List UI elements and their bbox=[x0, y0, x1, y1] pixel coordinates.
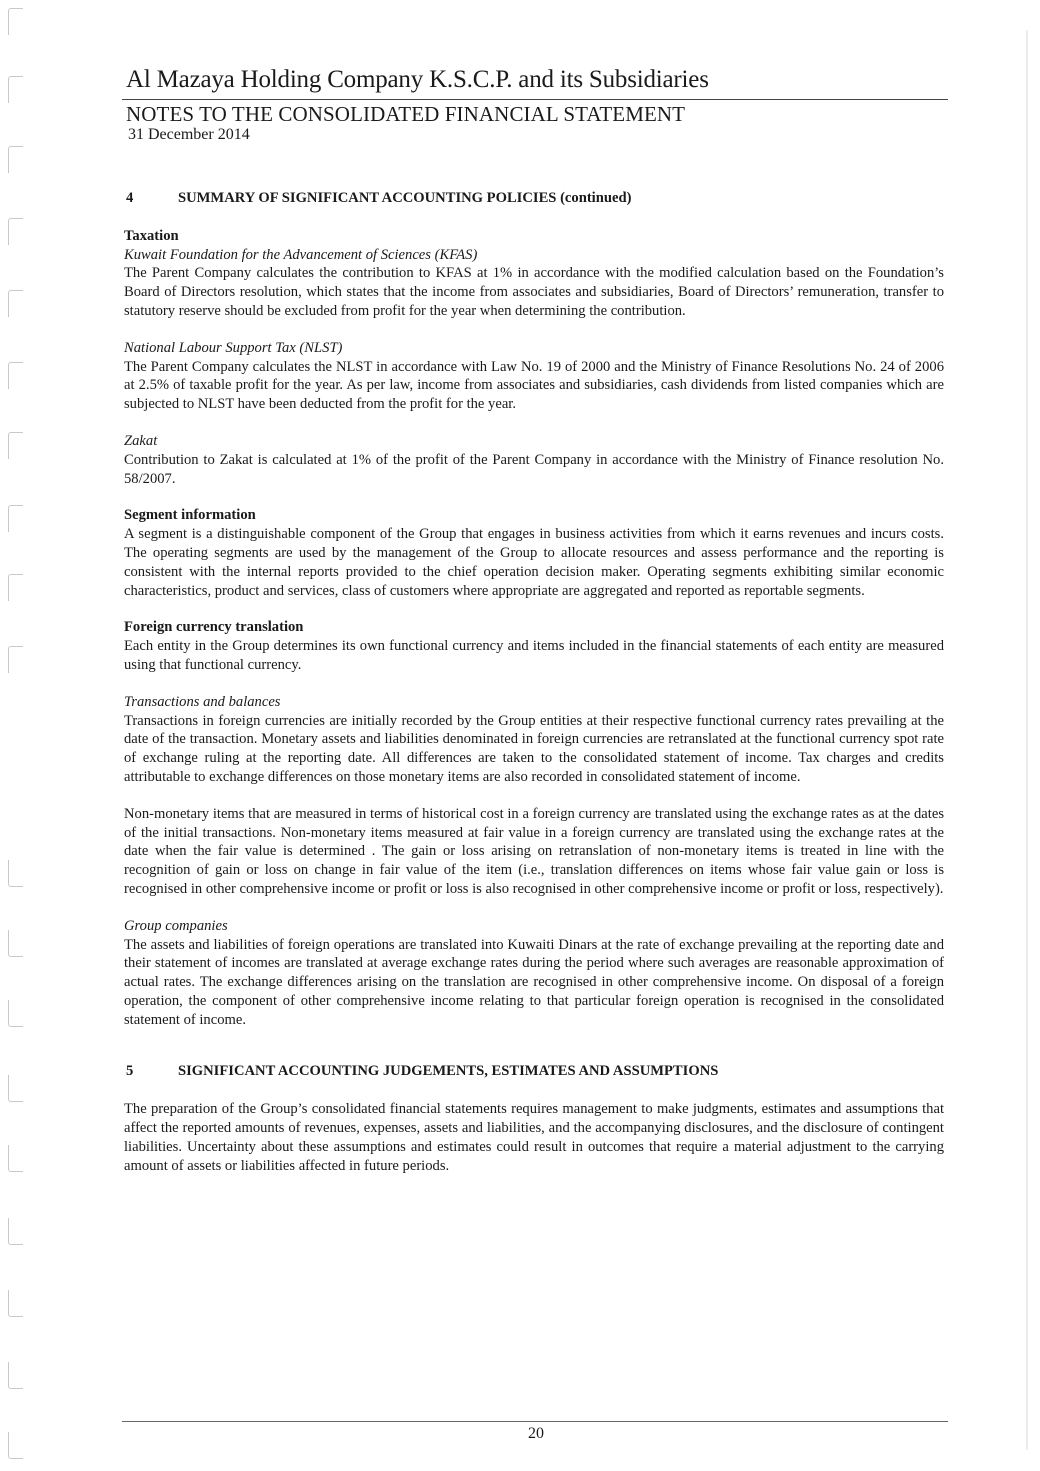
section-number: 4 bbox=[126, 190, 134, 206]
binder-mark bbox=[8, 1362, 23, 1389]
fx-heading: Foreign currency translation bbox=[124, 619, 304, 636]
nlst-paragraph: The Parent Company calculates the NLST in accordance with Law No. 19 of 2000 and the Ministry of Finance Resolutions No. 24 of 2006 at 2.5% of taxable profit for the year. As per law, income from associates and subsidiaries, cash dividends from listed companies which are subjected to NLST have been deducted from the profit for the year. bbox=[124, 358, 944, 413]
section-title: SUMMARY OF SIGNIFICANT ACCOUNTING POLICIES (continued) bbox=[178, 190, 632, 206]
fx-paragraph: Each entity in the Group determines its own functional currency and items included in the financial statements of each entity are measured using that functional currency. bbox=[124, 638, 944, 673]
page-number: 20 bbox=[528, 1425, 544, 1442]
zakat-paragraph: Contribution to Zakat is calculated at 1% of the profit of the Parent Company in accordance with the Ministry of Finance resolution No. 58/2007. bbox=[124, 451, 944, 487]
group-companies-heading: Group companies bbox=[124, 917, 228, 934]
header-rule bbox=[122, 99, 948, 100]
binder-mark bbox=[8, 218, 23, 245]
transactions-paragraph: Transactions in foreign currencies are initially recorded by the Group entities at their respective functional currency rates prevailing at the date of the transaction. Monetary assets and liabilities denominated in foreign currencies are retranslated at the functional currency spot rate of exchange ruling at the reporting date. All differences are taken to the consolidated statement of income. Tax charges and credits attributable to exchange differences on those monetary items are also recorded in consolidated statement of income. bbox=[124, 712, 944, 785]
binder-mark bbox=[8, 505, 23, 532]
binder-mark bbox=[8, 860, 23, 887]
group-companies-paragraph: The assets and liabilities of foreign operations are translated into Kuwaiti Dinars at the rate of exchange prevailing at the reporting date and their statement of incomes are translated at average exchange rates during the period where such averages are reasonable approximation of actual rates. The exchange differences arising on the translation are recognised in other comprehensive income. On disposal of a foreign operation, the component of other comprehensive income relating to that particular foreign operation is recognised in the consolidated statement of income. bbox=[124, 936, 944, 1028]
binder-mark bbox=[8, 8, 23, 35]
binder-mark bbox=[8, 1075, 23, 1102]
kfas-paragraph: The Parent Company calculates the contribution to KFAS at 1% in accordance with the modified calculation based on the Foundation’s Board of Directors resolution, which states that the income from associates and subsidiaries, Board of Directors’ remuneration, transfer to statutory reserve should be excluded from profit for the year when determining the contribution. bbox=[124, 265, 944, 319]
judgements-paragraph: The preparation of the Group’s consolidated financial statements requires management to make judgments, estimates and assumptions that affect the reported amounts of revenues, expenses, assets and liabilities, and the accompanying disclosures, and the disclosure of contingent liabilities. Uncertainty about these assumptions and estimates could result in outcomes that require a material adjustment to the carrying amount of assets or liabilities affected in future periods. bbox=[124, 1101, 944, 1174]
binder-mark bbox=[8, 1218, 23, 1245]
binder-mark bbox=[8, 574, 23, 601]
binder-mark bbox=[8, 290, 23, 317]
nlst-heading: National Labour Support Tax (NLST) bbox=[124, 339, 343, 356]
statement-date: 31 December 2014 bbox=[128, 126, 250, 143]
non-monetary-paragraph: Non-monetary items that are measured in terms of historical cost in a foreign currency are translated using the exchange rates as at the dates of the initial transactions. Non-monetary items measured at fair value in a foreign currency are translated using the exchange rates at the date when the fair value is determined . The gain or loss arising on retranslation of non-monetary items is treated in line with the recognition of gain or loss on change in fair value of the item (i.e., translation differences on items whose fair value gain or loss is recognised in other comprehensive income or profit or loss is also recognised in other comprehensive income or profit or loss, respectively). bbox=[124, 805, 944, 897]
binder-mark bbox=[8, 1000, 23, 1027]
segment-heading: Segment information bbox=[124, 507, 256, 524]
binder-mark bbox=[8, 432, 23, 459]
company-name: Al Mazaya Holding Company K.S.C.P. and its Subsidiaries bbox=[126, 66, 709, 93]
binder-mark bbox=[8, 1145, 23, 1172]
footer-rule bbox=[122, 1421, 948, 1422]
scan-edge-shadow bbox=[1026, 30, 1028, 1450]
taxation-heading: Taxation bbox=[124, 227, 179, 244]
binder-mark bbox=[8, 362, 23, 389]
document-subtitle: NOTES TO THE CONSOLIDATED FINANCIAL STATEMENT bbox=[126, 102, 686, 126]
section-title: SIGNIFICANT ACCOUNTING JUDGEMENTS, ESTIMATES AND ASSUMPTIONS bbox=[178, 1063, 719, 1080]
transactions-heading: Transactions and balances bbox=[124, 693, 281, 710]
binder-mark bbox=[8, 646, 23, 673]
binder-mark bbox=[8, 1290, 23, 1317]
binder-edge-marks bbox=[0, 0, 40, 1471]
segment-paragraph: A segment is a distinguishable component of the Group that engages in business activities from which it earns revenues and incurs costs. The operating segments are used by the management of the Group to allocate resources and assess performance and the reporting is consistent with the internal reports provided to the chief operation decision maker. Operating segments exhibiting similar economic characteristics, product and services, class of customers where appropriate are aggregated and reported as reportable segments. bbox=[124, 526, 944, 599]
page-body bbox=[124, 189, 944, 1175]
kfas-heading: Kuwait Foundation for the Advancement of Sciences (KFAS) bbox=[124, 246, 478, 263]
zakat-heading: Zakat bbox=[124, 432, 158, 449]
binder-mark bbox=[8, 76, 23, 103]
section-heading bbox=[124, 189, 944, 208]
section-heading bbox=[124, 1062, 944, 1081]
section-number: 5 bbox=[126, 1063, 134, 1080]
binder-mark bbox=[8, 930, 23, 957]
binder-mark bbox=[8, 146, 23, 173]
